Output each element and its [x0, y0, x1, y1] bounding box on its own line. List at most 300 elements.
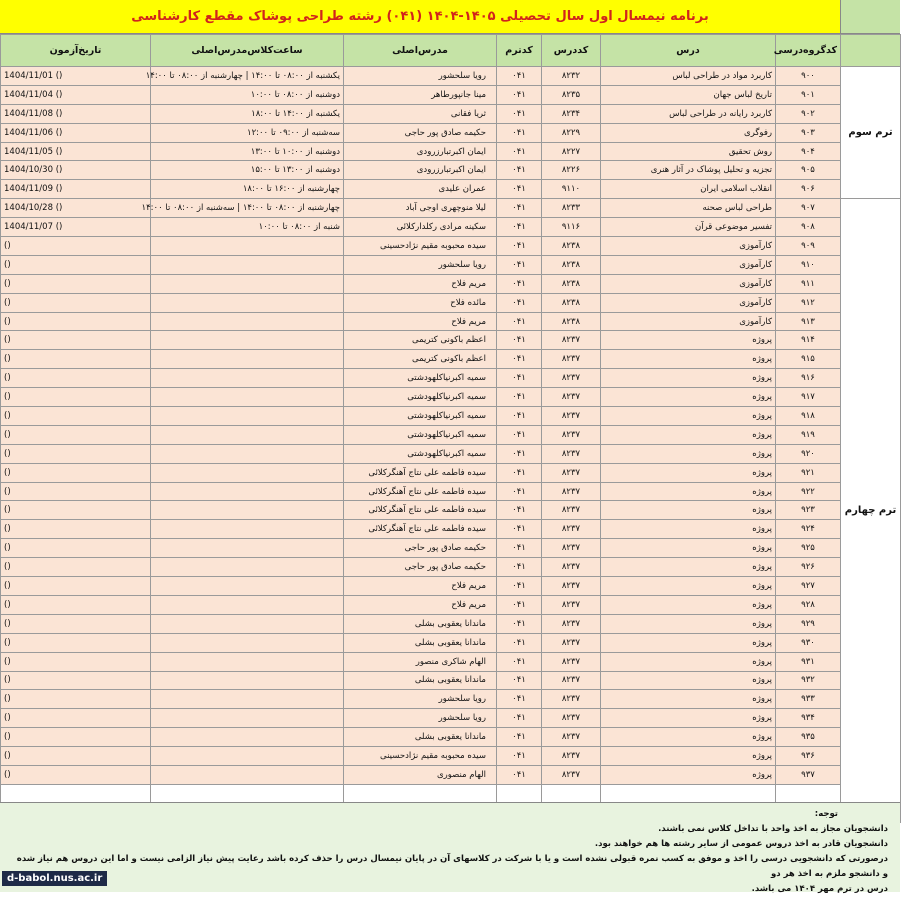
course-code-cell: ۸۲۳۷	[542, 444, 601, 463]
table-row	[1, 331, 901, 350]
group-code-cell: ۹۰۱	[776, 85, 841, 104]
teacher-cell: سیده فاطمه علی نتاج آهنگرکلائی	[344, 520, 497, 539]
course-cell: پروژه	[601, 577, 776, 596]
teacher-cell: رویا سلحشور	[344, 690, 497, 709]
course-code-cell: ۸۲۳۷	[542, 728, 601, 747]
course-code-cell: ۸۲۳۸	[542, 293, 601, 312]
class-time-cell: یکشنبه از ۰۸:۰۰ تا ۱۴:۰۰ | چهارشنبه از ۰۸:۰۰ تا ۱۴:۰۰	[151, 67, 344, 86]
term-code-cell: ۰۴۱	[497, 690, 542, 709]
course-cell: پروژه	[601, 350, 776, 369]
group-code-cell: ۹۰۸	[776, 218, 841, 237]
table-row	[1, 293, 901, 312]
group-code-cell: ۹۲۰	[776, 444, 841, 463]
table-row	[1, 180, 901, 199]
class-time-cell	[151, 312, 344, 331]
course-code-cell: ۸۲۳۴	[542, 104, 601, 123]
class-time-cell: یکشنبه از ۱۴:۰۰ تا ۱۸:۰۰	[151, 104, 344, 123]
exam-date-cell: ()	[1, 728, 151, 747]
course-cell: پروژه	[601, 539, 776, 558]
table-row	[1, 728, 901, 747]
exam-date-cell: 1404/11/01 ()	[1, 67, 151, 86]
course-cell: پروژه	[601, 614, 776, 633]
term-label-third: ترم سوم	[841, 67, 901, 199]
course-cell: پروژه	[601, 709, 776, 728]
group-code-cell: ۹۲۸	[776, 595, 841, 614]
table-row	[1, 142, 901, 161]
empty-cell	[1, 784, 151, 803]
note-line: دانشجویان قادر به اخذ دروس عمومی از سایر رشته ها هم خواهند بود.	[594, 839, 888, 849]
course-code-cell: ۹۱۱۶	[542, 218, 601, 237]
term-code-cell: ۰۴۱	[497, 388, 542, 407]
teacher-cell: مائده فلاح	[344, 293, 497, 312]
course-cell: تجزیه و تحلیل پوشاک در آثار هنری	[601, 161, 776, 180]
course-code-cell: ۸۲۳۷	[542, 577, 601, 596]
group-code-cell: ۹۰۴	[776, 142, 841, 161]
teacher-cell: عمران علیدی	[344, 180, 497, 199]
course-cell: کارآموزی	[601, 312, 776, 331]
course-cell: پروژه	[601, 407, 776, 426]
teacher-cell: ایمان اکبرتبارزرودی	[344, 161, 497, 180]
exam-date-cell: ()	[1, 237, 151, 256]
course-code-cell: ۸۲۲۶	[542, 161, 601, 180]
course-code-cell: ۸۲۳۷	[542, 690, 601, 709]
group-code-cell: ۹۲۶	[776, 558, 841, 577]
term-code-cell: ۰۴۱	[497, 520, 542, 539]
course-code-cell: ۸۲۳۷	[542, 614, 601, 633]
teacher-cell: ماندانا یعقوبی بشلی	[344, 614, 497, 633]
course-cell: کارآموزی	[601, 293, 776, 312]
class-time-cell	[151, 595, 344, 614]
table-row	[1, 444, 901, 463]
group-code-cell: ۹۳۰	[776, 633, 841, 652]
exam-date-cell: 1404/11/07 ()	[1, 218, 151, 237]
course-code-cell: ۸۲۳۷	[542, 633, 601, 652]
term-code-cell: ۰۴۱	[497, 407, 542, 426]
class-time-cell	[151, 520, 344, 539]
exam-date-cell: ()	[1, 255, 151, 274]
class-time-cell	[151, 747, 344, 766]
class-time-cell	[151, 709, 344, 728]
group-code-cell: ۹۲۷	[776, 577, 841, 596]
exam-date-cell: ()	[1, 652, 151, 671]
group-code-cell: ۹۱۶	[776, 369, 841, 388]
class-time-cell: سه‌شنبه از ۰۹:۰۰ تا ۱۲:۰۰	[151, 123, 344, 142]
class-time-cell	[151, 614, 344, 633]
teacher-cell: سیده فاطمه علی نتاج آهنگرکلائی	[344, 463, 497, 482]
course-code-cell: ۸۲۳۸	[542, 255, 601, 274]
table-row	[1, 123, 901, 142]
group-code-cell: ۹۲۹	[776, 614, 841, 633]
table-row	[1, 218, 901, 237]
class-time-cell	[151, 444, 344, 463]
class-time-cell: شنبه از ۰۸:۰۰ تا ۱۰:۰۰	[151, 218, 344, 237]
course-code-cell: ۸۲۳۷	[542, 369, 601, 388]
teacher-cell: اعظم باکونی کتریمی	[344, 350, 497, 369]
course-code-cell: ۸۲۳۲	[542, 67, 601, 86]
table-row	[1, 747, 901, 766]
teacher-cell: اعظم باکونی کتریمی	[344, 331, 497, 350]
group-code-cell: ۹۱۴	[776, 331, 841, 350]
exam-date-cell: ()	[1, 350, 151, 369]
course-cell: پروژه	[601, 482, 776, 501]
group-code-cell: ۹۱۱	[776, 274, 841, 293]
empty-cell	[344, 784, 497, 803]
header-course-code: کددرس	[542, 35, 601, 67]
table-row	[1, 482, 901, 501]
teacher-cell: لیلا منوچهری اوجی آباد	[344, 199, 497, 218]
table-row	[1, 199, 901, 218]
course-code-cell: ۸۲۳۸	[542, 237, 601, 256]
exam-date-cell: ()	[1, 407, 151, 426]
table-row	[1, 633, 901, 652]
header-term	[841, 35, 901, 67]
term-code-cell: ۰۴۱	[497, 633, 542, 652]
group-code-cell: ۹۰۵	[776, 161, 841, 180]
course-cell: پروژه	[601, 331, 776, 350]
course-code-cell: ۸۲۳۸	[542, 274, 601, 293]
note-line: دانشجویان مجاز به اخذ واحد با تداخل کلاس نمی باشند.	[658, 824, 888, 834]
teacher-cell: سیده محبوبه مقیم نژادحسینی	[344, 747, 497, 766]
table-row	[1, 690, 901, 709]
course-code-cell: ۸۲۳۷	[542, 501, 601, 520]
class-time-cell: دوشنبه از ۱۰:۰۰ تا ۱۳:۰۰	[151, 142, 344, 161]
term-code-cell: ۰۴۱	[497, 463, 542, 482]
class-time-cell	[151, 350, 344, 369]
teacher-cell: حکیمه صادق پور حاجی	[344, 539, 497, 558]
note-line: درس در ترم مهر ۱۴۰۴ می باشد.	[751, 884, 888, 894]
class-time-cell	[151, 633, 344, 652]
teacher-cell: سیده فاطمه علی نتاج آهنگرکلائی	[344, 501, 497, 520]
group-code-cell: ۹۱۹	[776, 425, 841, 444]
course-code-cell: ۸۲۲۹	[542, 123, 601, 142]
term-code-cell: ۰۴۱	[497, 142, 542, 161]
exam-date-cell: ()	[1, 482, 151, 501]
table-row	[1, 388, 901, 407]
exam-date-cell: ()	[1, 312, 151, 331]
group-code-cell: ۹۱۵	[776, 350, 841, 369]
group-code-cell: ۹۳۱	[776, 652, 841, 671]
table-row	[1, 577, 901, 596]
course-code-cell: ۸۲۳۷	[542, 652, 601, 671]
term-code-cell: ۰۴۱	[497, 671, 542, 690]
class-time-cell: چهارشنبه از ۱۶:۰۰ تا ۱۸:۰۰	[151, 180, 344, 199]
course-cell: تفسیر موضوعی قرآن	[601, 218, 776, 237]
term-code-cell: ۰۴۱	[497, 255, 542, 274]
table-row	[1, 558, 901, 577]
term-code-cell: ۰۴۱	[497, 274, 542, 293]
term-code-cell: ۰۴۱	[497, 369, 542, 388]
table-row	[1, 652, 901, 671]
course-code-cell: ۸۲۳۷	[542, 350, 601, 369]
class-time-cell	[151, 577, 344, 596]
table-row	[1, 671, 901, 690]
table-row	[1, 237, 901, 256]
exam-date-cell: ()	[1, 501, 151, 520]
group-code-cell: ۹۲۴	[776, 520, 841, 539]
teacher-cell: الهام شاکری منصور	[344, 652, 497, 671]
teacher-cell: رویا سلحشور	[344, 255, 497, 274]
table-row	[1, 595, 901, 614]
exam-date-cell: ()	[1, 577, 151, 596]
header-term-code: کدترم	[497, 35, 542, 67]
header-course: درس	[601, 35, 776, 67]
table-row	[1, 539, 901, 558]
term-code-cell: ۰۴۱	[497, 312, 542, 331]
teacher-cell: ماندانا یعقوبی بشلی	[344, 728, 497, 747]
header-teacher: مدرس‌اصلی	[344, 35, 497, 67]
term-code-cell: ۰۴۱	[497, 577, 542, 596]
term-code-cell: ۰۴۱	[497, 595, 542, 614]
exam-date-cell: ()	[1, 444, 151, 463]
table-row	[1, 407, 901, 426]
exam-date-cell: ()	[1, 633, 151, 652]
course-cell: پروژه	[601, 444, 776, 463]
table-row	[1, 104, 901, 123]
group-code-cell: ۹۳۴	[776, 709, 841, 728]
teacher-cell: سکینه مرادی رکلدارکلائی	[344, 218, 497, 237]
class-time-cell	[151, 652, 344, 671]
class-time-cell	[151, 463, 344, 482]
teacher-cell: مریم فلاح	[344, 274, 497, 293]
course-cell: پروژه	[601, 501, 776, 520]
exam-date-cell: ()	[1, 463, 151, 482]
exam-date-cell: ()	[1, 293, 151, 312]
course-code-cell: ۸۲۳۷	[542, 747, 601, 766]
course-cell: روش تحقیق	[601, 142, 776, 161]
course-cell: پروژه	[601, 425, 776, 444]
course-cell: رفوگری	[601, 123, 776, 142]
teacher-cell: ایمان اکبرتبارزرودی	[344, 142, 497, 161]
class-time-cell: دوشنبه از ۱۳:۰۰ تا ۱۵:۰۰	[151, 161, 344, 180]
table-row	[1, 501, 901, 520]
class-time-cell	[151, 274, 344, 293]
table-row	[1, 67, 901, 86]
course-cell: طراحی لباس صحنه	[601, 199, 776, 218]
term-code-cell: ۰۴۱	[497, 180, 542, 199]
table-row	[1, 312, 901, 331]
term-code-cell: ۰۴۱	[497, 425, 542, 444]
exam-date-cell: 1404/10/30 ()	[1, 161, 151, 180]
course-code-cell: ۸۲۳۷	[542, 558, 601, 577]
group-code-cell: ۹۲۲	[776, 482, 841, 501]
teacher-cell: رویا سلحشور	[344, 709, 497, 728]
class-time-cell	[151, 293, 344, 312]
table-row	[1, 350, 901, 369]
empty-row	[1, 784, 901, 803]
exam-date-cell: ()	[1, 520, 151, 539]
group-code-cell: ۹۰۹	[776, 237, 841, 256]
class-time-cell	[151, 728, 344, 747]
teacher-cell: حکیمه صادق پور حاجی	[344, 123, 497, 142]
term-code-cell: ۰۴۱	[497, 558, 542, 577]
course-cell: پروژه	[601, 671, 776, 690]
term-code-cell: ۰۴۱	[497, 104, 542, 123]
class-time-cell: چهارشنبه از ۰۸:۰۰ تا ۱۴:۰۰ | سه‌شنبه از ۰۸:۰۰ تا ۱۴:۰۰	[151, 199, 344, 218]
term-code-cell: ۰۴۱	[497, 747, 542, 766]
group-code-cell: ۹۰۶	[776, 180, 841, 199]
group-code-cell: ۹۱۷	[776, 388, 841, 407]
exam-date-cell: 1404/11/08 ()	[1, 104, 151, 123]
course-code-cell: ۸۲۳۳	[542, 199, 601, 218]
class-time-cell	[151, 237, 344, 256]
term-code-cell: ۰۴۱	[497, 765, 542, 784]
class-time-cell	[151, 558, 344, 577]
course-cell: کارآموزی	[601, 255, 776, 274]
notes-title: توجه:	[814, 809, 838, 819]
course-code-cell: ۸۲۳۷	[542, 388, 601, 407]
class-time-cell: دوشنبه از ۰۸:۰۰ تا ۱۰:۰۰	[151, 85, 344, 104]
teacher-cell: سیده محبوبه مقیم نژادحسینی	[344, 237, 497, 256]
term-code-cell: ۰۴۱	[497, 652, 542, 671]
term-code-cell: ۰۴۱	[497, 67, 542, 86]
term-code-cell: ۰۴۱	[497, 728, 542, 747]
teacher-cell: سمیه اکبرنیاکلهودشتی	[344, 425, 497, 444]
empty-cell	[497, 784, 542, 803]
course-code-cell: ۹۱۱۰	[542, 180, 601, 199]
course-code-cell: ۸۲۳۷	[542, 595, 601, 614]
teacher-cell: رویا سلحشور	[344, 67, 497, 86]
course-cell: کارآموزی	[601, 274, 776, 293]
exam-date-cell: ()	[1, 595, 151, 614]
group-code-cell: ۹۰۳	[776, 123, 841, 142]
exam-date-cell: ()	[1, 331, 151, 350]
term-code-cell: ۰۴۱	[497, 237, 542, 256]
course-code-cell: ۸۲۳۷	[542, 539, 601, 558]
group-code-cell: ۹۳۷	[776, 765, 841, 784]
course-code-cell: ۸۲۳۷	[542, 331, 601, 350]
term-label-fourth: ترم چهارم	[841, 199, 901, 822]
teacher-cell: مریم فلاح	[344, 595, 497, 614]
class-time-cell	[151, 255, 344, 274]
course-code-cell: ۸۲۳۷	[542, 765, 601, 784]
exam-date-cell: ()	[1, 690, 151, 709]
course-cell: کاربرد مواد در طراحی لباس	[601, 67, 776, 86]
table-row	[1, 85, 901, 104]
table-row	[1, 709, 901, 728]
class-time-cell	[151, 407, 344, 426]
course-cell: پروژه	[601, 747, 776, 766]
course-code-cell: ۸۲۳۵	[542, 85, 601, 104]
course-code-cell: ۸۲۳۷	[542, 520, 601, 539]
course-cell: پروژه	[601, 652, 776, 671]
group-code-cell: ۹۲۱	[776, 463, 841, 482]
course-cell: پروژه	[601, 595, 776, 614]
note-line: درصورتی که دانشجویی درسی را اخذ و موفق به کسب نمره قبولی نشده است و یا با شرکت در کلاسهای آن در پایان نیمسال درس را حذف کرده باشد رعایت پیش نیاز الزامی نیست و اما این دروس هم نیاز شده و دانشجو ملزم به اخذ هر دو	[16, 854, 888, 879]
term-code-cell: ۰۴۱	[497, 539, 542, 558]
group-code-cell: ۹۳۶	[776, 747, 841, 766]
class-time-cell	[151, 482, 344, 501]
term-code-cell: ۰۴۱	[497, 350, 542, 369]
exam-date-cell: 1404/11/04 ()	[1, 85, 151, 104]
header-class-time: ساعت‌کلاس‌مدرس‌اصلی	[151, 35, 344, 67]
term-code-cell: ۰۴۱	[497, 293, 542, 312]
empty-cell	[542, 784, 601, 803]
exam-date-cell: ()	[1, 274, 151, 293]
class-time-cell	[151, 369, 344, 388]
teacher-cell: ماندانا یعقوبی بشلی	[344, 671, 497, 690]
teacher-cell: سمیه اکبرنیاکلهودشتی	[344, 444, 497, 463]
course-cell: پروژه	[601, 558, 776, 577]
table-row	[1, 614, 901, 633]
group-code-cell: ۹۰۰	[776, 67, 841, 86]
group-code-cell: ۹۰۲	[776, 104, 841, 123]
term-code-cell: ۰۴۱	[497, 161, 542, 180]
class-time-cell	[151, 425, 344, 444]
exam-date-cell: ()	[1, 614, 151, 633]
group-code-cell: ۹۱۳	[776, 312, 841, 331]
exam-date-cell: ()	[1, 369, 151, 388]
exam-date-cell: ()	[1, 765, 151, 784]
course-cell: پروژه	[601, 520, 776, 539]
course-cell: انقلاب اسلامی ایران	[601, 180, 776, 199]
exam-date-cell: ()	[1, 558, 151, 577]
notes-section	[0, 802, 900, 892]
course-cell: پروژه	[601, 728, 776, 747]
header-row	[1, 35, 901, 67]
exam-date-cell: ()	[1, 539, 151, 558]
table-row	[1, 765, 901, 784]
course-code-cell: ۸۲۲۷	[542, 142, 601, 161]
course-cell: پروژه	[601, 633, 776, 652]
term-code-cell: ۰۴۱	[497, 199, 542, 218]
teacher-cell: ماندانا یعقوبی بشلی	[344, 633, 497, 652]
group-code-cell: ۹۳۳	[776, 690, 841, 709]
group-code-cell: ۹۳۵	[776, 728, 841, 747]
course-code-cell: ۸۲۳۷	[542, 407, 601, 426]
header-group-code: کدگروه‌درسی	[776, 35, 841, 67]
term-code-cell: ۰۴۱	[497, 123, 542, 142]
group-code-cell: ۹۳۲	[776, 671, 841, 690]
course-cell: پروژه	[601, 765, 776, 784]
course-code-cell: ۸۲۳۷	[542, 425, 601, 444]
schedule-body	[1, 67, 901, 823]
table-row	[1, 255, 901, 274]
empty-cell	[601, 784, 776, 803]
term-code-cell: ۰۴۱	[497, 444, 542, 463]
course-cell: تاریخ لباس جهان	[601, 85, 776, 104]
table-row	[1, 425, 901, 444]
term-code-cell: ۰۴۱	[497, 331, 542, 350]
title-side-cell	[840, 0, 900, 33]
term-code-cell: ۰۴۱	[497, 85, 542, 104]
teacher-cell: سمیه اکبرنیاکلهودشتی	[344, 407, 497, 426]
teacher-cell: سمیه اکبرنیاکلهودشتی	[344, 388, 497, 407]
term-code-cell: ۰۴۱	[497, 709, 542, 728]
page-title: برنامه نیمسال اول سال تحصیلی ۱۴۰۵-۱۴۰۴ (۰۴۱) رشته طراحی پوشاک مقطع کارشناسی	[0, 0, 840, 33]
header-exam-date: تاریخ‌آزمون	[1, 35, 151, 67]
course-cell: پروژه	[601, 388, 776, 407]
class-time-cell	[151, 388, 344, 407]
course-cell: پروژه	[601, 690, 776, 709]
group-code-cell: ۹۱۲	[776, 293, 841, 312]
class-time-cell	[151, 690, 344, 709]
term-code-cell: ۰۴۱	[497, 614, 542, 633]
term-code-cell: ۰۴۱	[497, 501, 542, 520]
course-code-cell: ۸۲۳۷	[542, 463, 601, 482]
course-cell: کارآموزی	[601, 237, 776, 256]
empty-cell	[151, 784, 344, 803]
table-row	[1, 369, 901, 388]
group-code-cell: ۹۰۷	[776, 199, 841, 218]
table-row	[1, 463, 901, 482]
term-code-cell: ۰۴۱	[497, 482, 542, 501]
empty-cell	[776, 784, 841, 803]
course-cell: پروژه	[601, 463, 776, 482]
exam-date-cell: 1404/11/05 ()	[1, 142, 151, 161]
group-code-cell: ۹۱۰	[776, 255, 841, 274]
course-code-cell: ۸۲۳۸	[542, 312, 601, 331]
group-code-cell: ۹۲۵	[776, 539, 841, 558]
